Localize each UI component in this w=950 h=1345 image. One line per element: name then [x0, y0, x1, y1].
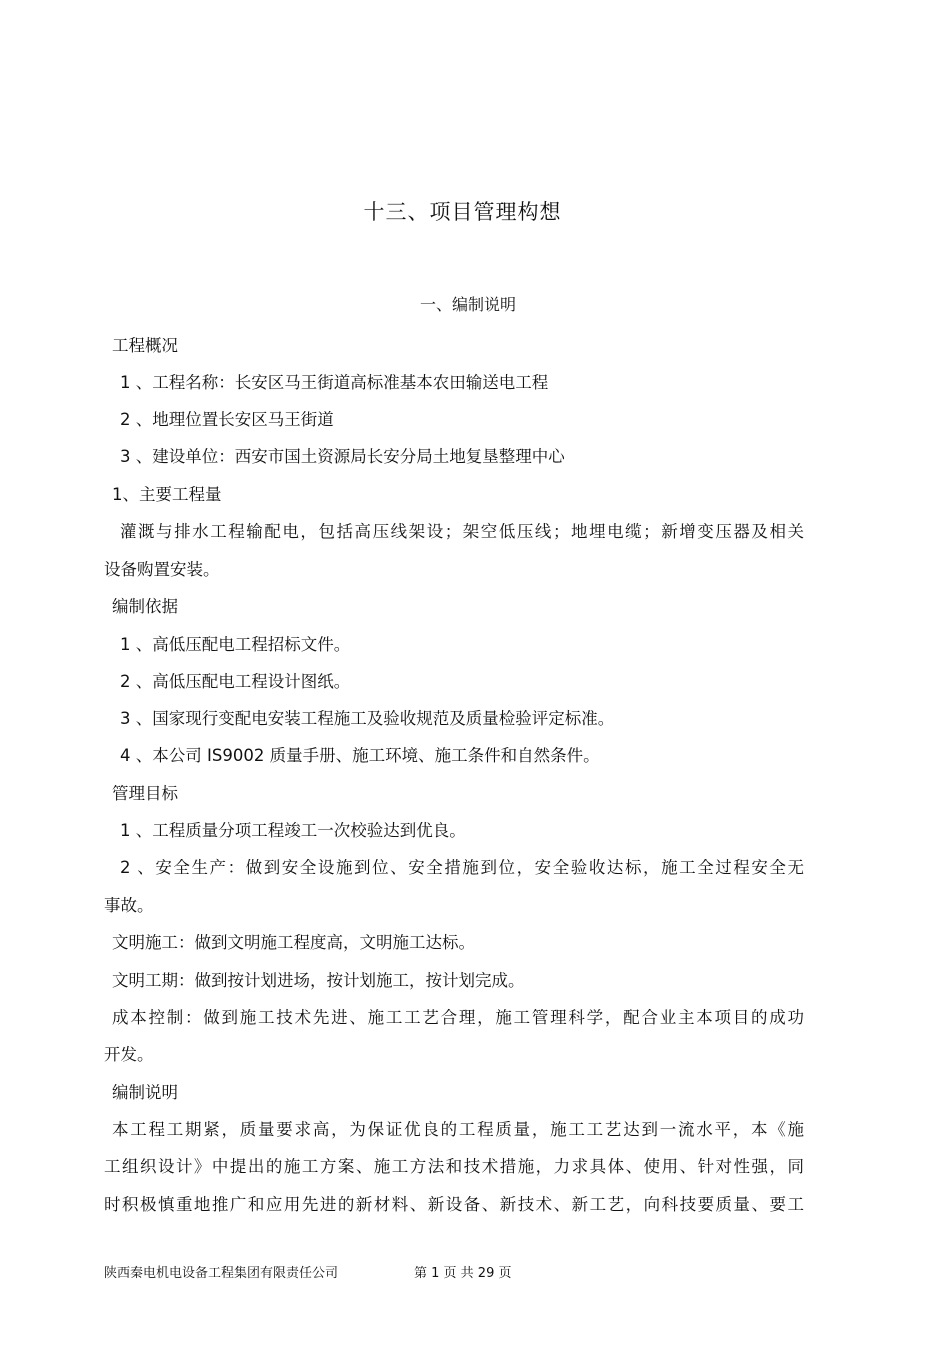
goals-item-1: 1 、工程质量分项工程竣工一次校验达到优良。 [120, 821, 466, 840]
overview-item-1: 1 、工程名称：长安区马王街道高标准基本农田输送电工程 [120, 373, 549, 392]
basis-item-2: 2 、高低压配电工程设计图纸。 [120, 672, 351, 691]
notes-line-3: 时积极慎重地推广和应用先进的新材料、新设备、新技术、新工艺，向科技要质量、要工 [104, 1195, 804, 1214]
basis-item-4: 4 、本公司 IS9002 质量手册、施工环境、施工条件和自然条件。 [120, 746, 600, 765]
basis-item-1: 1 、高低压配电工程招标文件。 [120, 635, 351, 654]
goals-item-2-line-1: 2 、安全生产：做到安全设施到位、安全措施到位，安全验收达标，施工全过程安全无 [120, 858, 804, 877]
goals-heading: 管理目标 [112, 784, 178, 803]
footer-company: 陕西秦电机电设备工程集团有限责任公司 [104, 1266, 339, 1281]
basis-heading: 编制依据 [112, 597, 178, 616]
footer-page-number: 第 1 页 共 29 页 [414, 1266, 512, 1281]
section-title: 一、编制说明 [420, 295, 517, 314]
goals-schedule: 文明工期：做到按计划进场，按计划施工，按计划完成。 [112, 971, 525, 990]
basis-item-3: 3 、国家现行变配电安装工程施工及验收规范及质量检验评定标准。 [120, 709, 615, 728]
overview-item-2: 2 、地理位置长安区马王街道 [120, 410, 334, 429]
quantity-paragraph-line-1: 灌溉与排水工程输配电，包括高压线架设；架空低压线；地埋电缆；新增变压器及相关 [120, 522, 804, 541]
goals-cost-line-2: 开发。 [104, 1045, 154, 1064]
overview-heading: 工程概况 [112, 336, 178, 355]
notes-line-2: 工组织设计》中提出的施工方案、施工方法和技术措施，力求具体、使用、针对性强，同 [104, 1157, 804, 1176]
page-title: 十三、项目管理构想 [363, 200, 562, 224]
notes-heading: 编制说明 [112, 1083, 178, 1102]
notes-line-1: 本工程工期紧，质量要求高，为保证优良的工程质量，施工工艺达到一流水平，本《施 [112, 1120, 804, 1139]
goals-cost-line-1: 成本控制：做到施工技术先进、施工工艺合理，施工管理科学，配合业主本项目的成功 [112, 1008, 804, 1027]
goals-civil: 文明施工：做到文明施工程度高，文明施工达标。 [112, 933, 475, 952]
overview-item-3: 3 、建设单位：西安市国土资源局长安分局土地复垦整理中心 [120, 447, 565, 466]
goals-item-2-line-2: 事故。 [104, 896, 154, 915]
quantity-paragraph-line-2: 设备购置安装。 [104, 560, 220, 579]
quantity-heading: 1、主要工程量 [112, 485, 222, 504]
